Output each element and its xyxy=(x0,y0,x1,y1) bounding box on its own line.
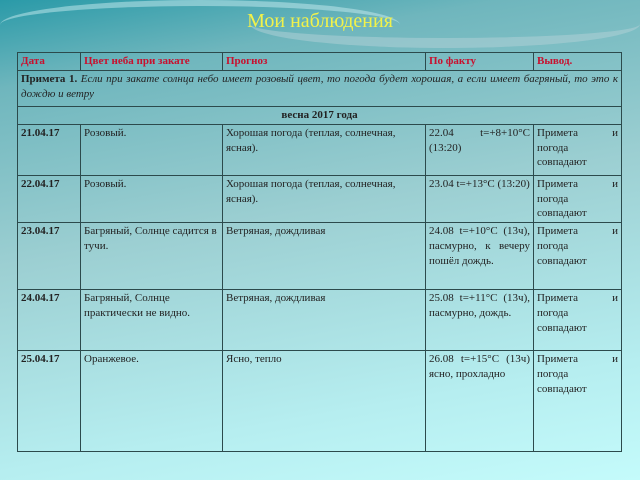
result-cell: Примета и погода совпадают xyxy=(534,175,622,223)
season-label: весна 2017 года xyxy=(18,106,622,124)
forecast-cell: Хорошая погода (теплая, солнечная, ясная). xyxy=(223,175,426,223)
observations-table xyxy=(17,52,622,452)
table-row xyxy=(18,175,622,223)
sky-color-cell: Розовый. xyxy=(81,124,223,175)
header-row xyxy=(18,53,622,71)
header-forecast: Прогноз xyxy=(223,53,426,71)
date-cell: 24.04.17 xyxy=(18,290,81,351)
fact-cell: 22.04 t=+8+10°С (13:20) xyxy=(426,124,534,175)
slide-title: Мои наблюдения xyxy=(247,10,393,32)
result-cell: Примета и погода совпадают xyxy=(534,351,622,452)
fact-cell: 23.04 t=+13°С (13:20) xyxy=(426,175,534,223)
header-color: Цвет неба при закате xyxy=(81,53,223,71)
fact-cell: 24.08 t=+10°С (13ч), пасмурно, к вечеру пошёл дождь. xyxy=(426,223,534,290)
season-row xyxy=(18,106,622,124)
table-row xyxy=(18,124,622,175)
sky-color-cell: Багряный, Солнце практически не видно. xyxy=(81,290,223,351)
sky-color-cell: Оранжевое. xyxy=(81,351,223,452)
table-row xyxy=(18,290,622,351)
header-result: Вывод. xyxy=(534,53,622,71)
date-cell: 22.04.17 xyxy=(18,175,81,223)
forecast-cell: Хорошая погода (теплая, солнечная, ясная). xyxy=(223,124,426,175)
fact-cell: 25.08 t=+11°С (13ч), пасмурно, дождь. xyxy=(426,290,534,351)
result-cell: Примета и погода совпадают xyxy=(534,124,622,175)
sign-row xyxy=(18,70,622,106)
sign-text: Если при закате солнца небо имеет розовый цвет, то погода будет хорошая, а если имеет багряный, то это к дождю и ветру xyxy=(21,72,618,100)
forecast-cell: Ветряная, дождливая xyxy=(223,290,426,351)
result-cell: Примета и погода совпадают xyxy=(534,223,622,290)
fact-cell: 26.08 t=+15°С (13ч) ясно, прохладно xyxy=(426,351,534,452)
sky-color-cell: Багряный, Солнце садится в тучи. xyxy=(81,223,223,290)
result-cell: Примета и погода совпадают xyxy=(534,290,622,351)
forecast-cell: Ясно, тепло xyxy=(223,351,426,452)
table-row xyxy=(18,351,622,452)
date-cell: 21.04.17 xyxy=(18,124,81,175)
table-row xyxy=(18,223,622,290)
sign-label: Примета 1. xyxy=(21,72,78,85)
header-date: Дата xyxy=(18,53,81,71)
date-cell: 25.04.17 xyxy=(18,351,81,452)
header-fact: По факту xyxy=(426,53,534,71)
forecast-cell: Ветряная, дождливая xyxy=(223,223,426,290)
date-cell: 23.04.17 xyxy=(18,223,81,290)
sky-color-cell: Розовый. xyxy=(81,175,223,223)
